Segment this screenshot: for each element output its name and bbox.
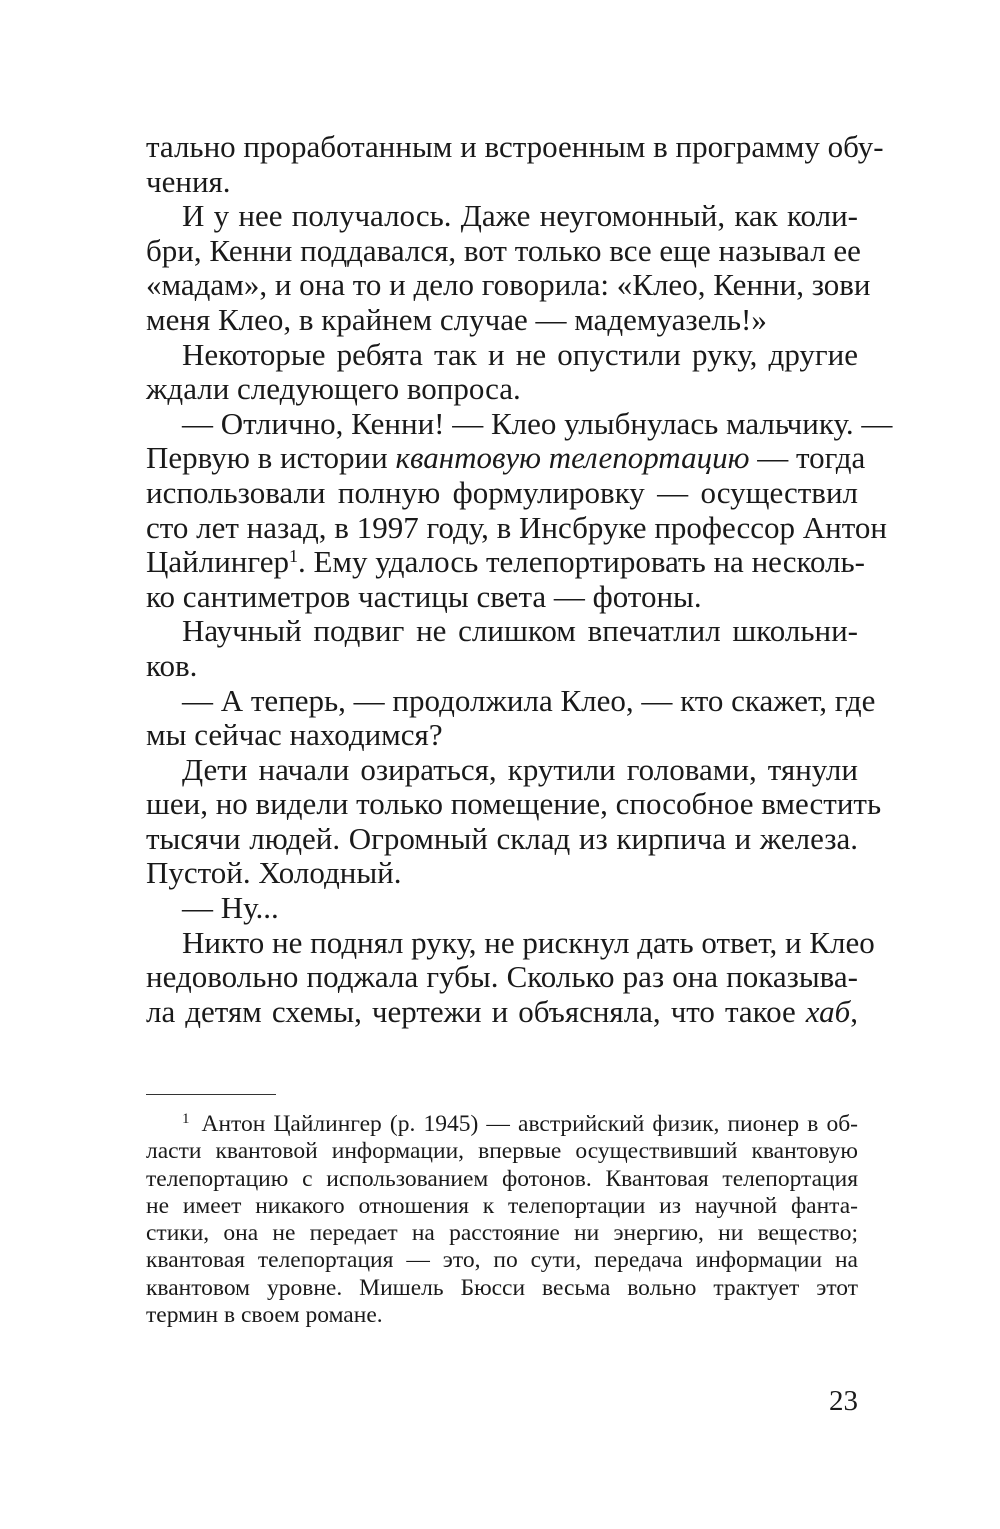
text-line: тально проработанным и встроенным в программу обу-: [146, 129, 884, 164]
footnote-line: не имеет никакого отношения к телепортации из научной фанта-: [146, 1192, 858, 1219]
text-fragment: Первую в истории: [146, 440, 396, 476]
footnote-line: [146, 1111, 858, 1138]
text-fragment: ,: [850, 993, 858, 1029]
text-line: Научный подвиг не слишком впечатлил школьни-: [182, 613, 858, 649]
text-line: недовольно поджала губы. Сколько раз она показыва-: [146, 959, 858, 995]
footnote-line: квантовом уровне. Мишель Бюсси весьма вольно трактует этот: [146, 1274, 858, 1301]
main-text: [146, 129, 893, 1029]
text-line: [146, 544, 865, 580]
footnote: [146, 1111, 858, 1329]
text-line: шеи, но видели только помещение, способное вместить: [146, 786, 882, 822]
text-line: И у нее получалось. Даже неугомонный, как коли-: [182, 198, 858, 234]
footnote-line: квантовая телепортация — это, по сути, передача информации на: [146, 1247, 858, 1274]
footnote-line: стики, она не передает на расстояние ни энергию, ни вещество;: [146, 1220, 858, 1247]
text-fragment: — тогда: [749, 440, 866, 476]
text-line: Пустой. Холодный.: [146, 855, 402, 891]
text-line: Никто не поднял руку, не рискнул дать ответ, и Клео: [182, 924, 875, 960]
text-line: [146, 995, 858, 1030]
page-number: 23: [829, 1385, 858, 1417]
text-line: «мадам», и она то и дело говорила: «Клео, Кенни, зови: [146, 267, 871, 303]
text-fragment: ла детям схемы, чертежи и объясняла, что такое: [146, 993, 806, 1029]
text-line: сто лет назад, в 1997 году, в Инсбруке профессор Антон: [146, 509, 888, 545]
text-line: ков.: [146, 647, 198, 683]
italic-term: хаб: [805, 993, 851, 1029]
text-line: ждали следующего вопроса.: [146, 371, 521, 407]
text-line: тысячи людей. Огромный склад из кирпича и железа.: [146, 820, 858, 856]
text-line: меня Клео, в крайнем случае — мадемуазель!»: [146, 301, 767, 337]
text-line: Некоторые ребята так и не опустили руку, другие: [182, 336, 858, 372]
footnote-divider: [146, 1094, 276, 1095]
text-line: использовали полную формулировку — осуществил: [146, 474, 858, 510]
text-line: чения.: [146, 163, 231, 199]
footnote-line: термин в своем романе.: [146, 1302, 383, 1329]
text-line: Дети начали озираться, крутили головами, тянули: [182, 751, 858, 787]
dialogue-line: — Отлично, Кенни! — Клео улыбнулась мальчику. —: [182, 405, 893, 441]
footnote-mark: 1: [182, 1111, 190, 1127]
footnote-reference[interactable]: 1: [288, 546, 298, 567]
text-fragment: Антон Цайлингер (р. 1945) — австрийский физик, пионер в об-: [201, 1111, 858, 1137]
italic-term: квантовую телепортацию: [395, 440, 750, 476]
footnote-line: ласти квантовой информации, впервые осуществивший квантовую: [146, 1138, 858, 1165]
text-line: мы сейчас находимся?: [146, 717, 443, 753]
text-line: ко сантиметров частицы света — фотоны.: [146, 578, 702, 614]
dialogue-line: — Ну...: [182, 890, 279, 926]
text-line: бри, Кенни поддавался, вот только все еще называл ее: [146, 232, 861, 268]
footnote-line: телепортацию с использованием фотонов. Квантовая телепортация: [146, 1165, 858, 1192]
dialogue-line: — А теперь, — продолжила Клео, — кто скажет, где: [182, 682, 876, 718]
text-fragment: Цайлингер: [146, 544, 289, 580]
text-line: [146, 440, 866, 476]
text-fragment: . Ему удалось телепортировать на несколь-: [297, 544, 865, 580]
